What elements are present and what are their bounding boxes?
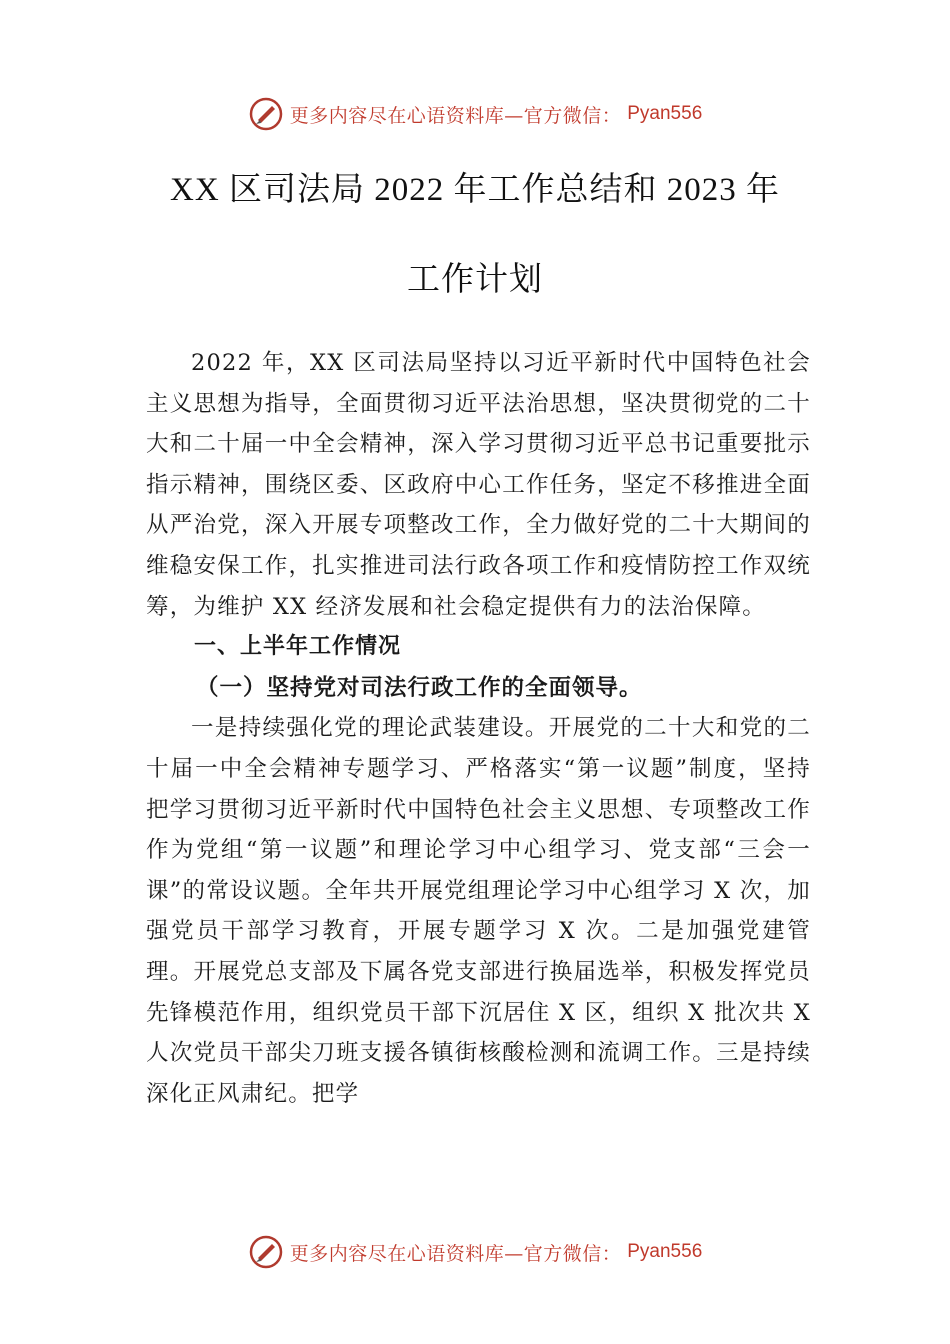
watermark-logo-icon xyxy=(248,1234,284,1270)
subsection-heading: （一）坚持党对司法行政工作的全面领导。 xyxy=(196,674,643,701)
section-heading: 一、上半年工作情况 xyxy=(194,634,402,660)
section-body-paragraph: 一是持续强化党的理论武装建设。开展党的二十大和党的二十届一中全会精神专题学习、严格落实“第一议题”制度，坚持把学习贯彻习近平新时代中国特色社会主义思想、专项整改工作作为党组“第一议题”和理论学习中心组学习、党支部“三会一课”的常设议题。全年共开展党组理论学习中心组学习 X 次，加强党员干部学习教育，开展专题学习 X 次。二是加强党建管理。开展党总支部及下属各党支部进行换届选举，积极发挥党员先锋模范作用，组织党员干部下沉居住 X 区，组织 X 批次共 X 人次党员干部尖刀班支援各镇街核酸检测和流调工作。三是持续深化正风肃纪。把学 xyxy=(146,715,811,1107)
watermark-wechat-id: Pyan556 xyxy=(627,103,703,124)
document-title-line2: 工作计划 xyxy=(407,262,543,298)
document-title-line1: XX 区司法局 2022 年工作总结和 2023 年 xyxy=(170,172,780,208)
intro-paragraph: 2022 年，XX 区司法局坚持以习近平新时代中国特色社会主义思想为指导，全面贯彻习近平法治思想，坚决贯彻党的二十大和二十届一中全会精神，深入学习贯彻习近平总书记重要批示指示精神，围绕区委、区政府中心工作任务，坚定不移推进全面从严治党，深入开展专项整改工作，全力做好党的二十大期间的维稳安保工作，扎实推进司法行政各项工作和疫情防控工作双统筹，为维护 XX 经济发展和社会稳定提供有力的法治保障。 xyxy=(146,350,811,620)
document-body xyxy=(146,343,811,1114)
watermark-site-text: 更多内容尽在心语资料库—官方微信： xyxy=(289,1242,622,1265)
watermark-logo-icon xyxy=(248,96,284,132)
watermark-site-text: 更多内容尽在心语资料库—官方微信： xyxy=(289,104,622,127)
watermark-banner-bottom xyxy=(0,1234,950,1270)
watermark-wechat-id: Pyan556 xyxy=(627,1241,703,1262)
watermark-banner-top xyxy=(0,96,950,132)
